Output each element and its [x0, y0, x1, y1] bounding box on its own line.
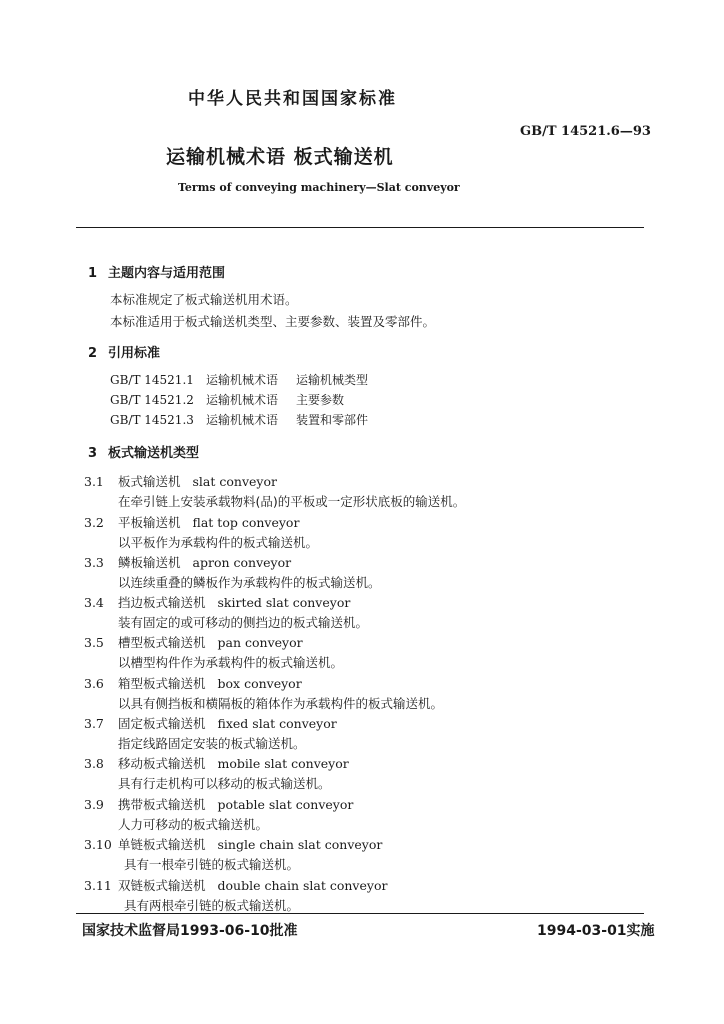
term-english: slat conveyor	[192, 474, 277, 489]
term-english: apron conveyor	[192, 555, 292, 570]
section-number: 3	[88, 446, 98, 461]
section-title: 引用标准	[108, 346, 161, 361]
term-english: potable slat conveyor	[217, 797, 354, 812]
approval-date: 国家技术监督局1993-06-10批准	[82, 923, 298, 939]
term-number: 3.2	[84, 515, 104, 530]
term-chinese: 固定板式输送机	[118, 716, 206, 731]
term-definition: 以具有侧挡板和横隔板的箱体作为承载构件的板式输送机。	[118, 696, 444, 711]
term-definition: 人力可移动的板式输送机。	[118, 817, 269, 832]
term-chinese: 挡边板式输送机	[118, 595, 206, 610]
reference-code: GB/T 14521.1	[110, 373, 194, 387]
reference-row	[110, 371, 368, 388]
standard-code: GB/T 14521.6—93	[520, 124, 651, 139]
term-english: double chain slat conveyor	[217, 878, 388, 893]
term-entry	[84, 633, 303, 651]
term-entry	[84, 472, 277, 490]
reference-row	[110, 411, 368, 428]
term-number: 3.8	[84, 756, 104, 771]
term-number: 3.4	[84, 595, 104, 610]
term-number: 3.3	[84, 555, 104, 570]
term-chinese: 鳞板输送机	[118, 555, 181, 570]
term-chinese: 携带板式输送机	[118, 797, 206, 812]
term-definition: 在牵引链上安装承载物料(品)的平板或一定形状底板的输送机。	[118, 494, 466, 509]
term-number: 3.6	[84, 676, 104, 691]
term-chinese: 双链板式输送机	[118, 878, 206, 893]
term-definition: 以槽型构件作为承载构件的板式输送机。	[118, 655, 344, 670]
term-entry	[84, 513, 299, 531]
term-english: box conveyor	[217, 676, 302, 691]
term-definition: 以连续重叠的鳞板作为承载构件的板式输送机。	[118, 575, 381, 590]
section-number: 2	[88, 346, 98, 361]
national-standard-heading: 中华人民共和国国家标准	[188, 89, 397, 109]
section-title: 主题内容与适用范围	[108, 266, 226, 281]
reference-title: 主要参数	[296, 393, 345, 407]
term-english: mobile slat conveyor	[217, 756, 349, 771]
term-number: 3.5	[84, 635, 104, 650]
term-definition: 装有固定的或可移动的侧挡边的板式输送机。	[118, 615, 369, 630]
paragraph: 本标准适用于板式输送机类型、主要参数、装置及零部件。	[110, 314, 436, 329]
term-entry	[84, 593, 350, 611]
reference-code: GB/T 14521.3	[110, 413, 194, 427]
reference-code: GB/T 14521.2	[110, 393, 194, 407]
term-entry	[84, 714, 337, 732]
term-entry	[84, 553, 291, 571]
term-definition: 具有两根牵引链的板式输送机。	[124, 898, 300, 913]
term-chinese: 平板输送机	[118, 515, 181, 530]
term-entry	[84, 876, 387, 894]
term-chinese: 移动板式输送机	[118, 756, 206, 771]
term-chinese: 槽型板式输送机	[118, 635, 206, 650]
term-english: single chain slat conveyor	[217, 837, 383, 852]
term-entry	[84, 795, 353, 813]
term-chinese: 单链板式输送机	[118, 837, 206, 852]
term-chinese: 箱型板式输送机	[118, 676, 206, 691]
term-definition: 以平板作为承载构件的板式输送机。	[118, 535, 319, 550]
term-number: 3.9	[84, 797, 104, 812]
document-title-cn: 运输机械术语 板式输送机	[166, 146, 394, 168]
term-number: 3.11	[84, 878, 112, 893]
term-definition: 具有一根牵引链的板式输送机。	[124, 857, 300, 872]
term-entry	[84, 754, 349, 772]
term-chinese: 板式输送机	[118, 474, 181, 489]
term-definition: 指定线路固定安装的板式输送机。	[118, 736, 306, 751]
section-3-heading	[88, 442, 199, 461]
footer-divider	[76, 913, 644, 914]
term-english: flat top conveyor	[192, 515, 300, 530]
section-1-heading	[88, 262, 225, 281]
reference-row	[110, 391, 344, 408]
reference-series: 运输机械术语	[206, 393, 279, 407]
reference-title: 运输机械类型	[296, 373, 369, 387]
term-number: 3.1	[84, 474, 104, 489]
section-number: 1	[88, 266, 98, 281]
section-2-heading	[88, 342, 160, 361]
term-english: pan conveyor	[217, 635, 303, 650]
term-entry	[84, 674, 302, 692]
term-number: 3.10	[84, 837, 112, 852]
term-english: fixed slat conveyor	[217, 716, 337, 731]
reference-title: 装置和零部件	[296, 413, 369, 427]
reference-series: 运输机械术语	[206, 373, 279, 387]
term-english: skirted slat conveyor	[217, 595, 351, 610]
document-title-en: Terms of conveying machinery—Slat conveyor	[178, 181, 460, 194]
paragraph: 本标准规定了板式输送机用术语。	[110, 292, 298, 307]
reference-series: 运输机械术语	[206, 413, 279, 427]
term-definition: 具有行走机构可以移动的板式输送机。	[118, 776, 331, 791]
term-entry	[84, 835, 382, 853]
section-title: 板式输送机类型	[108, 446, 200, 461]
term-number: 3.7	[84, 716, 104, 731]
effective-date: 1994-03-01实施	[537, 923, 655, 939]
header-divider	[76, 227, 644, 228]
